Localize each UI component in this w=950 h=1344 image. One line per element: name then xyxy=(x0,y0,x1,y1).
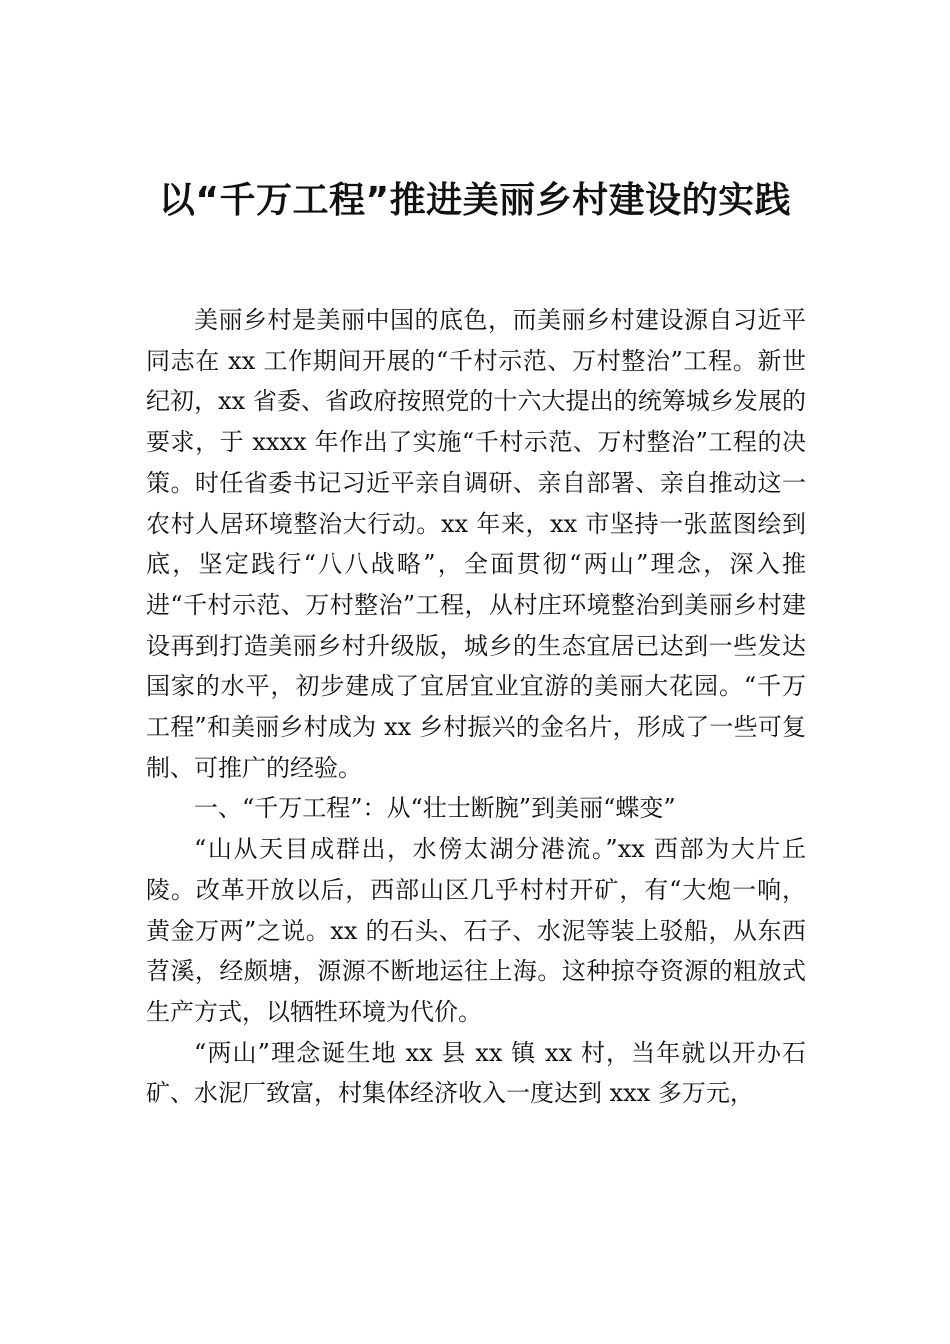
section-heading: 一、“千万工程”：从“壮士断腕”到美丽“蝶变” xyxy=(194,794,676,823)
document-title: 以“千万工程”推进美丽乡村建设的实践 xyxy=(158,180,792,221)
intro-paragraph: 美丽乡村是美丽中国的底色，而美丽乡村建设源自习近平同志在 xx 工作期间开展的“千村示范、万村整治”工程。新世纪初，xx 省委、省政府按照党的十六大提出的统筹城乡发展的要求，于 xxxx 年作出了实施“千村示范、万村整治”工程的决策。时任省委书记习近平亲自调研、亲自部署、亲自推动这一农村人居环境整治大行动。xx 年来，xx 市坚持一张蓝图绘到底，坚定践行“八八战略”，全面贯彻“两山”理念，深入推进“千村示范、万村整治”工程，从村庄环境整治到美丽乡村建设再到打造美丽乡村升级版，城乡的生态宜居已达到一些发达国家的水平，初步建成了宜居宜业宜游的美丽大花园。“千万工程”和美丽乡村成为 xx 乡村振兴的金名片，形成了一些可复制、可推广的经验。 xyxy=(146,306,806,782)
section-paragraph-2: “两山”理念诞生地 xx 县 xx 镇 xx 村，当年就以开办石矿、水泥厂致富，村集体经济收入一度达到 xxx 多万元， xyxy=(146,1038,806,1108)
document-body xyxy=(146,300,806,1114)
section-paragraph-1: “山从天目成群出，水傍太湖分港流。”xx 西部为大片丘陵。改革开放以后，西部山区几乎村村开矿，有“大炮一响，黄金万两”之说。xx 的石头、石子、水泥等装上驳船，从东西苕溪，经颇塘，源源不断地运往上海。这种掠夺资源的粗放式生产方式，以牺牲环境为代价。 xyxy=(146,835,806,1026)
